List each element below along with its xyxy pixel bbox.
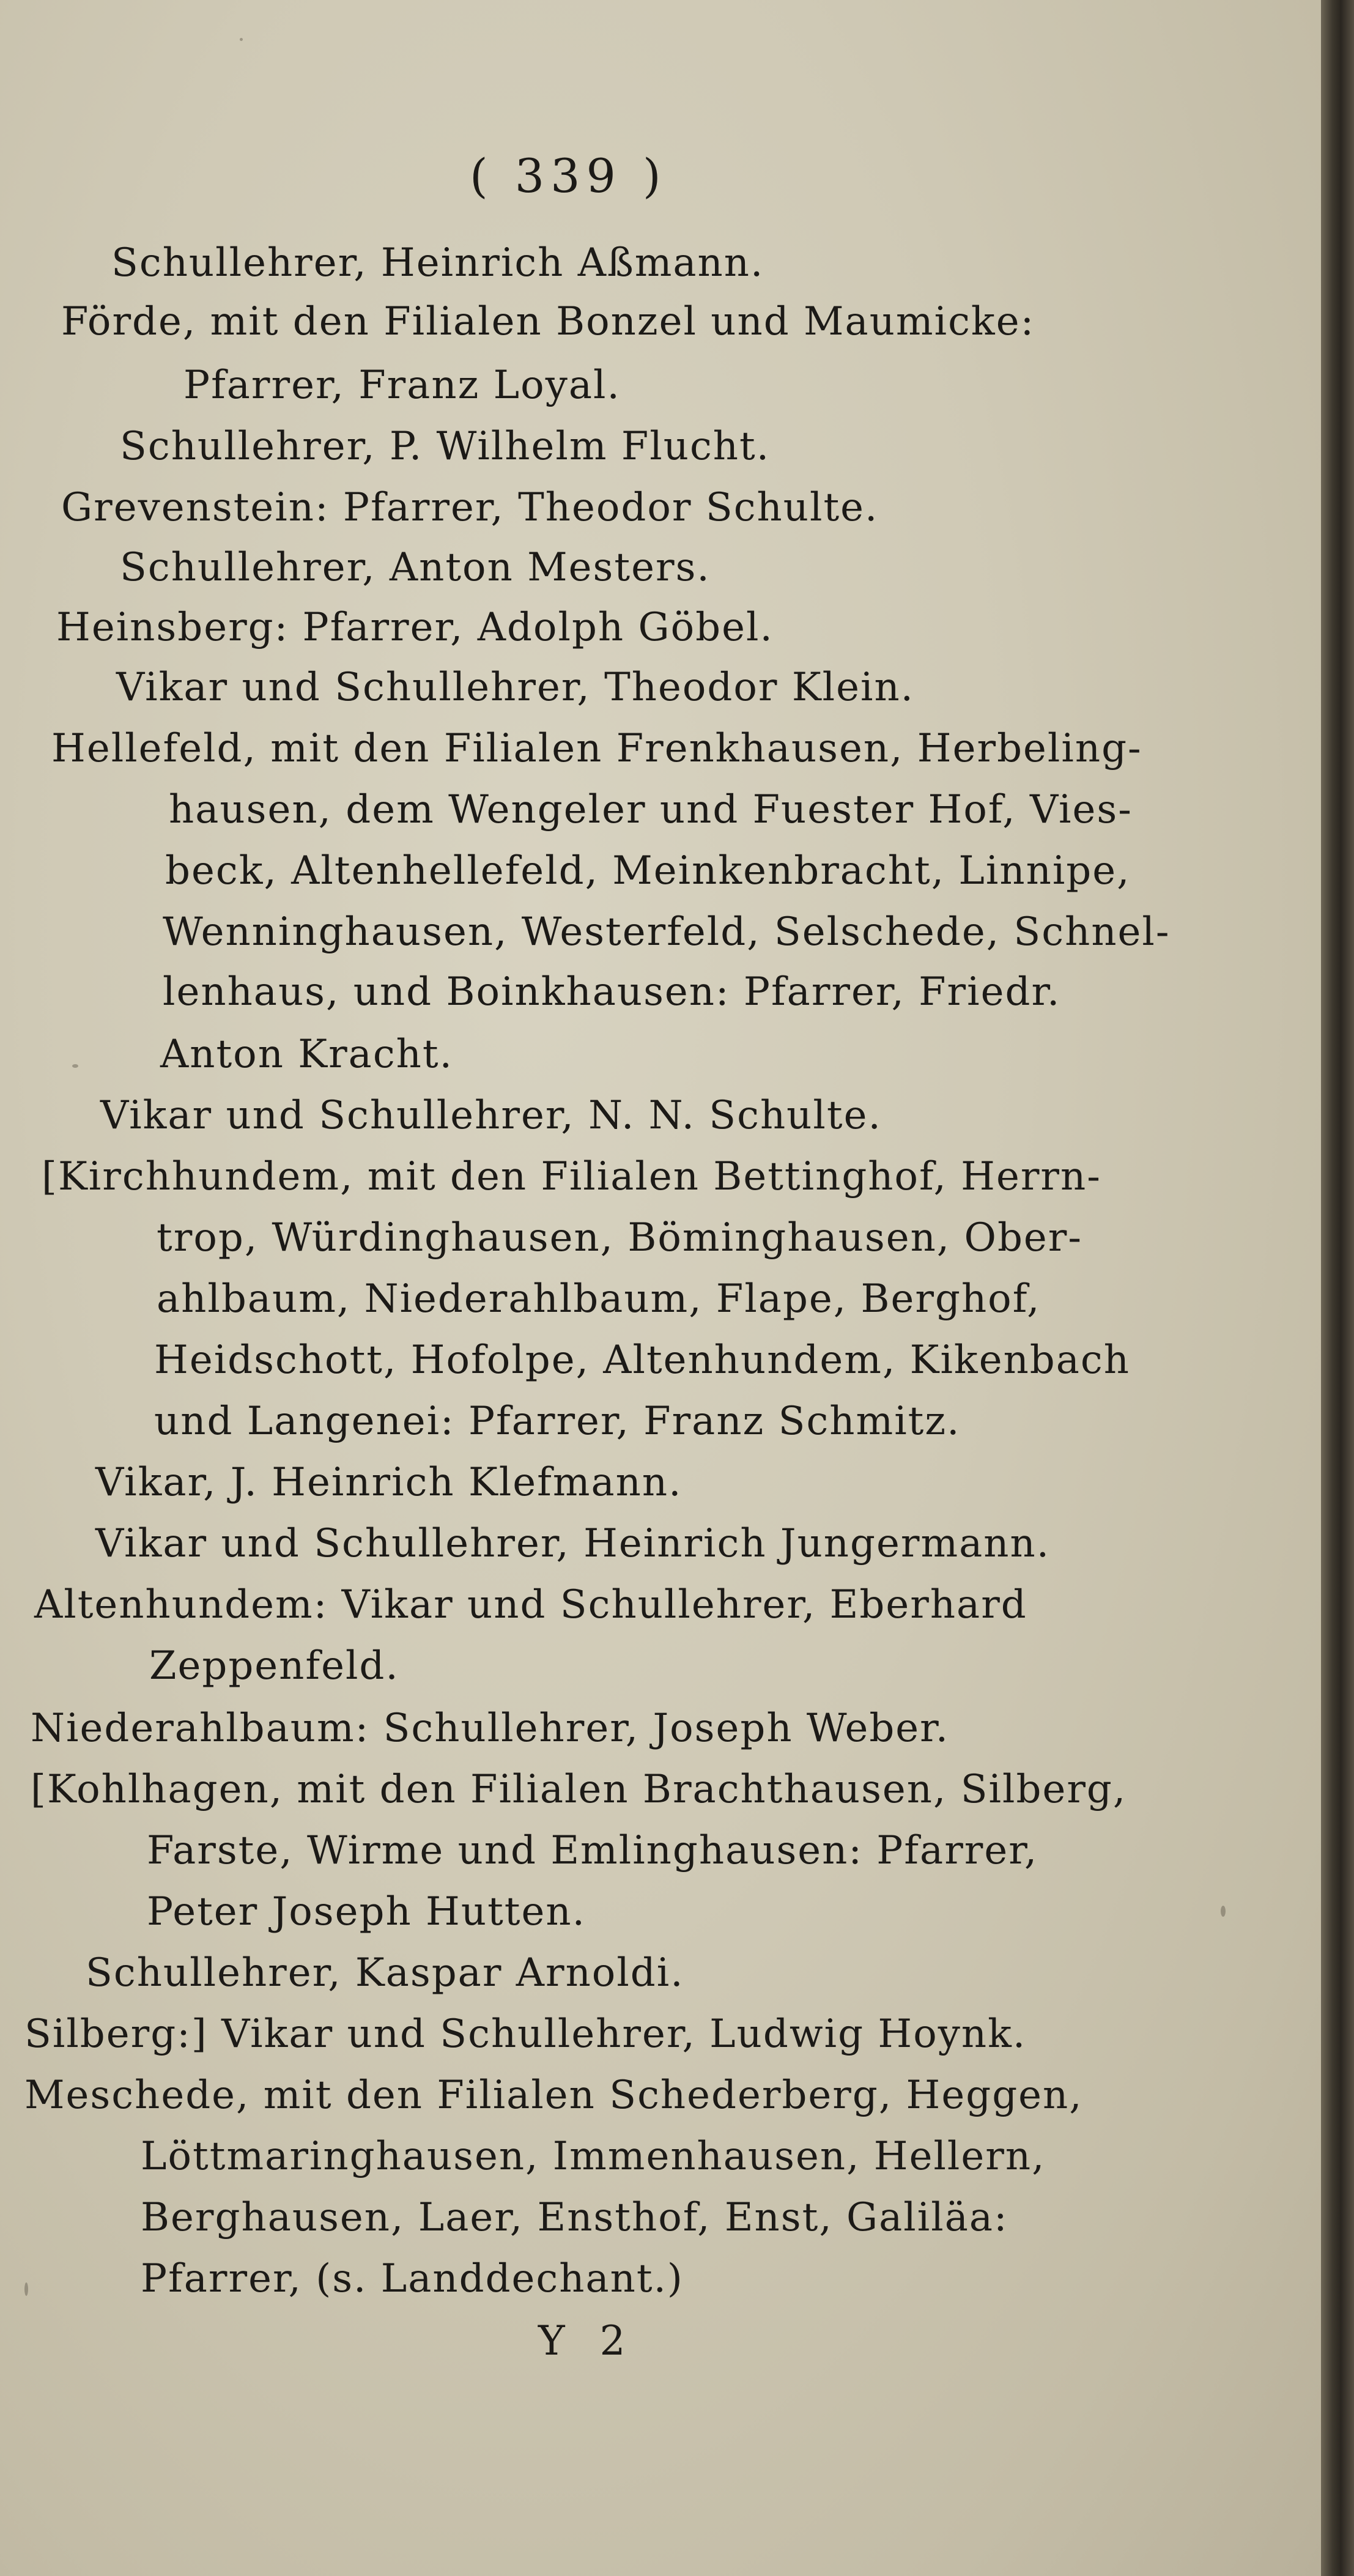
text-line: Schullehrer, Kaspar Arnoldi. (86, 1950, 684, 1996)
text-line: Vikar und Schullehrer, N. N. Schulte. (100, 1093, 882, 1138)
signature-mark: Y 2 (538, 2317, 637, 2364)
text-line: Farste, Wirme und Emlinghausen: Pfarrer, (147, 1828, 1038, 1873)
text-line: Pfarrer, Franz Loyal. (183, 363, 621, 408)
text-line: und Langenei: Pfarrer, Franz Schmitz. (154, 1399, 961, 1444)
text-line: Vikar, J. Heinrich Klefmann. (95, 1460, 683, 1505)
text-line: Schullehrer, Heinrich Aßmann. (111, 240, 764, 286)
page-number: ( 339 ) (470, 149, 667, 203)
text-line: beck, Altenhellefeld, Meinkenbracht, Linnipe, (165, 848, 1131, 894)
text-line: Niederahlbaum: Schullehrer, Joseph Weber. (31, 1706, 950, 1751)
text-line: lenhaus, und Boinkhausen: Pfarrer, Friedr. (163, 969, 1061, 1015)
paper-speck (1221, 1906, 1226, 1917)
text-line: Altenhundem: Vikar und Schullehrer, Eberhard (34, 1582, 1027, 1627)
text-line: Pfarrer, (s. Landdechant.) (141, 2256, 684, 2301)
text-line: ahlbaum, Niederahlbaum, Flape, Berghof, (157, 1276, 1041, 1322)
paper-speck (72, 1064, 78, 1068)
text-line: Heidschott, Hofolpe, Altenhundem, Kikenbach (154, 1338, 1130, 1383)
text-line: Schullehrer, P. Wilhelm Flucht. (120, 424, 771, 469)
text-line: Silberg:] Vikar und Schullehrer, Ludwig Hoynk. (24, 2012, 1027, 2057)
text-line: hausen, dem Wengeler und Fuester Hof, Vies- (169, 787, 1133, 832)
paper-speck (240, 38, 243, 41)
text-line: [Kirchhundem, mit den Filialen Bettinghof, Herrn- (42, 1154, 1101, 1199)
text-line: Vikar und Schullehrer, Theodor Klein. (116, 665, 914, 710)
text-line: [Kohlhagen, mit den Filialen Brachthausen, Silberg, (31, 1767, 1127, 1812)
text-line: Löttmaringhausen, Immenhausen, Hellern, (141, 2134, 1046, 2179)
text-line: Heinsberg: Pfarrer, Adolph Göbel. (56, 605, 774, 650)
text-line: Berghausen, Laer, Ensthof, Enst, Galiläa: (141, 2195, 1008, 2240)
text-line: Vikar und Schullehrer, Heinrich Jungermann. (95, 1521, 1051, 1566)
text-line: Schullehrer, Anton Mesters. (120, 545, 711, 590)
text-line: Grevenstein: Pfarrer, Theodor Schulte. (61, 485, 879, 530)
text-line: Hellefeld, mit den Filialen Frenkhausen, Herbeling- (51, 726, 1142, 771)
text-line: trop, Würdinghausen, Böminghausen, Ober- (157, 1215, 1082, 1260)
text-line: Förde, mit den Filialen Bonzel und Maumicke: (61, 299, 1035, 344)
text-line: Anton Kracht. (160, 1032, 453, 1077)
paper-speck (24, 2282, 28, 2296)
text-line: Peter Joseph Hutten. (147, 1889, 586, 1934)
text-line: Wenninghausen, Westerfeld, Selschede, Schnel- (163, 909, 1171, 955)
book-spine (1321, 0, 1354, 2576)
text-line: Meschede, mit den Filialen Schederberg, Heggen, (24, 2073, 1083, 2118)
text-line: Zeppenfeld. (149, 1643, 399, 1689)
